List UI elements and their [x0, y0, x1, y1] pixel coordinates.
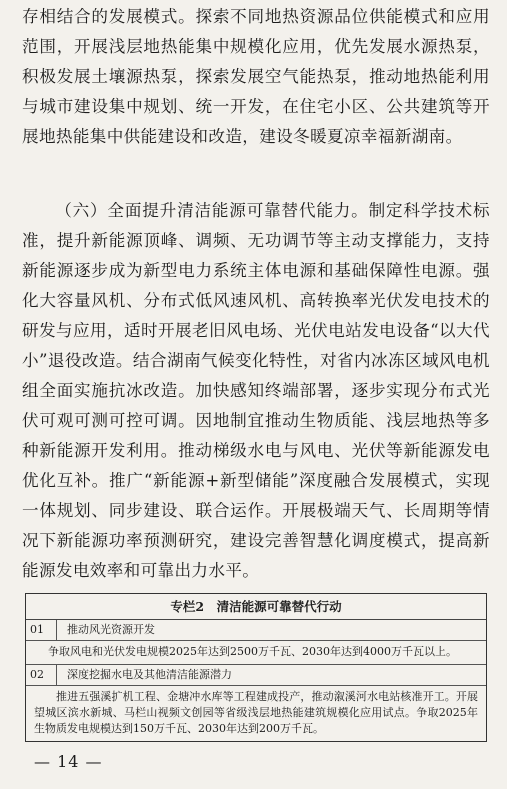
section-title: 推动风光资源开发: [67, 623, 155, 636]
section-body-02: 推进五强溪扩机工程、金塘冲水库等工程建成投产，推动溆溪河水电站核准开工。开展望城区滨水新城、马栏山视频文创园等省级浅层地热能建筑规模化应用试点。争取2025年生物质发电规模达到150万千瓦、2030年达到200万千瓦。: [34, 690, 478, 735]
body-paragraph-1: 存相结合的发展模式。探索不同地热资源品位供能模式和应用范围，开展浅层地热能集中规模化应用，优先发展水源热泵，积极发展土壤源热泵，探索发展空气能热泵，推动地热能利用与城市建设集中规划、统一开发，在住宅小区、公共建筑等开展地热能集中供能建设和改造，建设冬暖夏凉幸福新湖南。: [22, 7, 490, 146]
body-paragraph-2: （六）全面提升清洁能源可靠替代能力。制定科学技术标准，提升新能源顶峰、调频、无功调节等主动支撑能力，支持新能源逐步成为新型电力系统主体电源和基础保障性电源。强化大容量风机、分布式低风速风机、高转换率光伏发电技术的研发与应用，适时开展老旧风电场、光伏电站发电设备“以大代小”退役改造。结合湖南气候变化特性，对省内冰冻区域风电机组全面实施抗冰改造。加快感知终端部署，逐步实现分布式光伏可观可测可控可调。因地制宜推动生物质能、浅层地热等多种新能源开发利用。推动梯级水电与风电、光伏等新能源发电优化互补。推广“新能源+新型储能”深度融合发展模式，实现一体规划、同步建设、联合运作。开展极端天气、长周期等情况下新能源功率预测研究，建设完善智慧化调度模式，提高新能源发电效率和可靠出力水平。: [22, 201, 490, 580]
section-header-01: [26, 620, 486, 641]
section-header-02: [26, 665, 486, 686]
section-title: 深度挖掘水电及其他清洁能源潜力: [67, 668, 232, 681]
section-number: 02: [26, 665, 57, 685]
column-box: [25, 593, 487, 742]
section-body-01: 争取风电和光伏发电规模2025年达到2500万千瓦、2030年达到4000万千瓦以上。: [26, 641, 486, 665]
page-number: — 14 —: [34, 752, 103, 771]
section-number: 01: [26, 620, 57, 640]
column-box-title: 专栏2 清洁能源可靠替代行动: [26, 594, 486, 620]
